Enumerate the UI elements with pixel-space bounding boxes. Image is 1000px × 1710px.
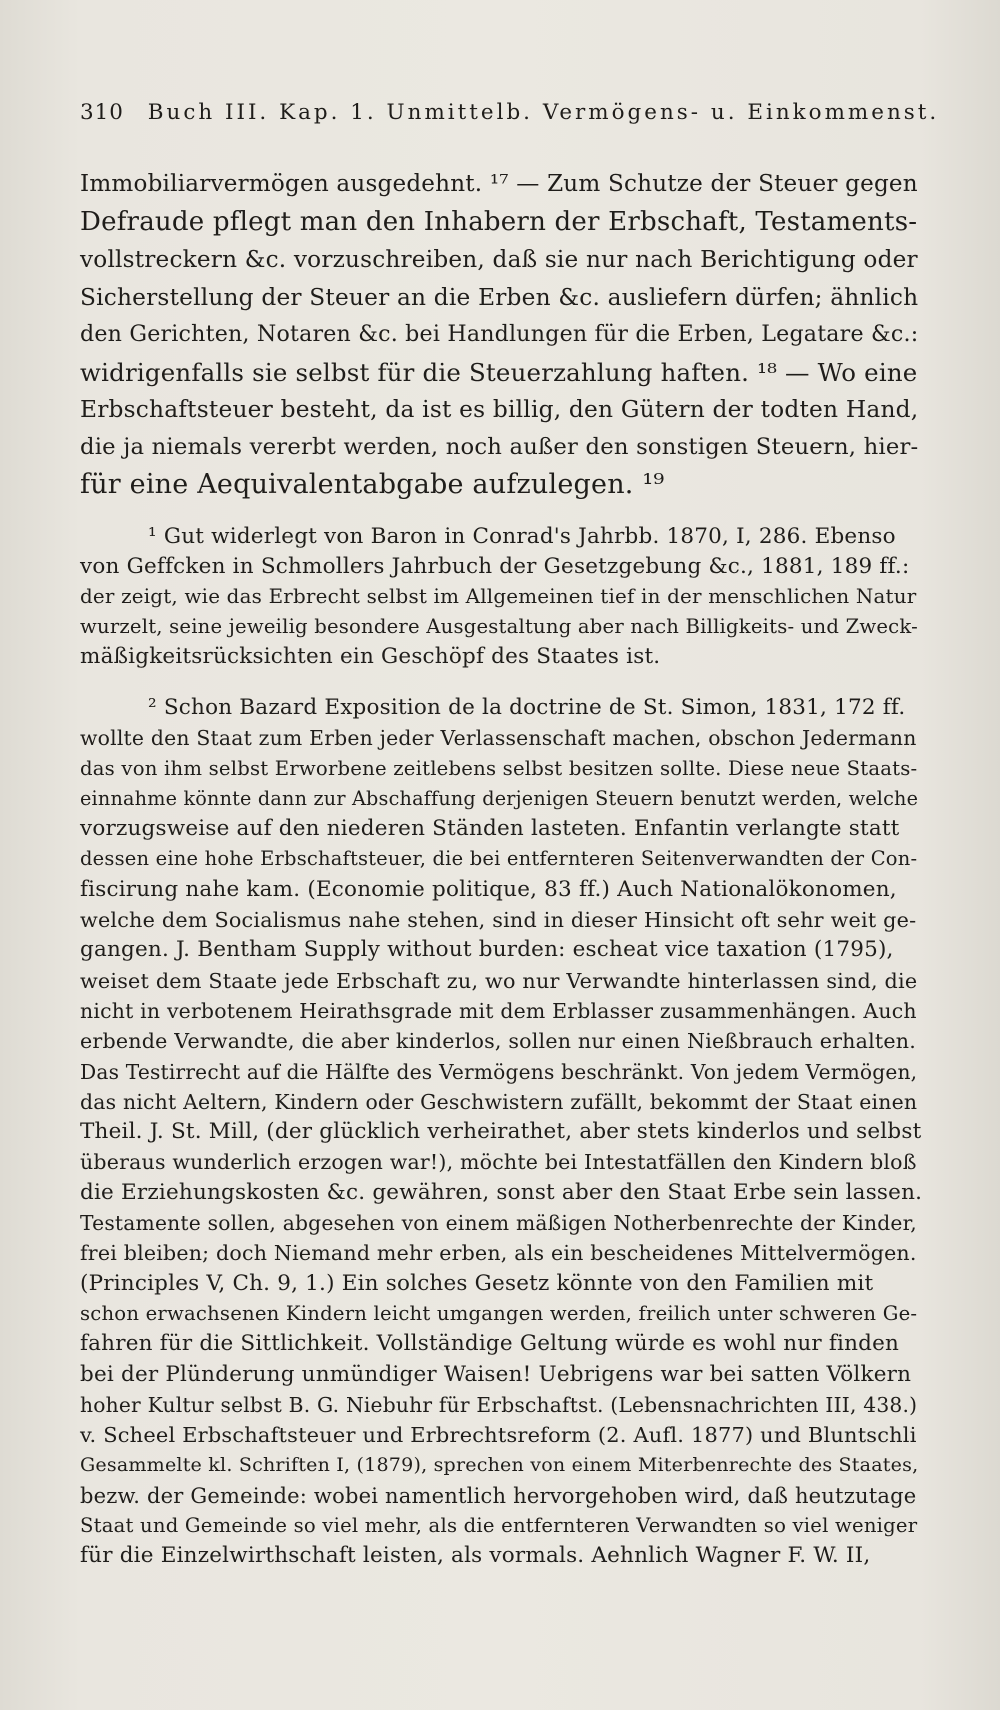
footnote-line: überaus wunderlich erzogen war!), möchte bei Intestatfällen den Kindern bloß — [80, 1150, 917, 1175]
footnote-line: dessen eine hohe Erbschaftsteuer, die bei entfernteren Seitenverwandten der Con- — [80, 847, 918, 871]
text-line: Defraude pflegt man den Inhabern der Erbschaft, Testaments- — [80, 206, 918, 237]
text-line: die ja niemals vererbt werden, noch außer den sonstigen Steuern, hier- — [80, 433, 919, 460]
main-text — [80, 166, 925, 504]
footnote-line: wollte den Staat zum Erben jeder Verlassenschaft machen, obschon Jedermann — [80, 726, 917, 751]
footnote-line: das nicht Aeltern, Kindern oder Geschwistern zufällt, bekommt der Staat einen — [80, 1089, 918, 1114]
footnote-line: schon erwachsenen Kindern leicht umgangen werden, freilich unter schweren Ge- — [80, 1301, 918, 1325]
page-number: 310 — [80, 100, 124, 125]
footnote-line: Gesammelte kl. Schriften I, (1879), sprechen von einem Miterbenrechte des Staates, — [80, 1454, 919, 1477]
text-line: vollstreckern &c. vorzuschreiben, daß sie nur nach Berichtigung oder — [80, 246, 918, 273]
footnote-line: hoher Kultur selbst B. G. Niebuhr für Erbschaftst. (Lebensnachrichten III, 438.) — [80, 1392, 918, 1417]
footnote-line: nicht in verbotenem Heirathsgrade mit dem Erblasser zusammenhängen. Auch — [80, 998, 917, 1023]
text-line: Erbschaftsteuer besteht, da ist es billig, den Gütern der todten Hand, — [80, 396, 919, 423]
footnote-line: welche dem Socialismus nahe stehen, sind in dieser Hinsicht oft sehr weit ge- — [80, 908, 917, 933]
text-line: widrigenfalls sie selbst für die Steuerzahlung haften. ¹⁸ — Wo eine — [80, 357, 918, 387]
text-line: Immobiliarvermögen ausgedehnt. ¹⁷ — Zum Schutze der Steuer gegen — [80, 171, 918, 197]
footnote-line: Testamente sollen, abgesehen von einem mäßigen Notherbenrechte der Kinder, — [80, 1211, 917, 1236]
running-title: Buch III. Kap. 1. Unmittelb. Vermögens- u. Einkommenst. — [147, 100, 940, 125]
footnote-line: bei der Plünderung unmündiger Waisen! Uebrigens war bei satten Völkern — [80, 1361, 912, 1387]
text-line: für eine Aequivalentabgabe aufzulegen. ¹⁹ — [80, 469, 665, 500]
footnote-1 — [80, 522, 925, 672]
text-line: den Gerichten, Notaren &c. bei Handlungen für die Erben, Legatare &c.: — [80, 321, 919, 347]
running-header — [80, 100, 940, 125]
footnote-line: Das Testirrecht auf die Hälfte des Vermögens beschränkt. Von jedem Vermögen, — [80, 1059, 918, 1084]
footnote-line: die Erziehungskosten &c. gewähren, sonst aber den Staat Erbe sein lassen. — [80, 1179, 923, 1205]
footnote-line: einnahme könnte dann zur Abschaffung derjenigen Steuern benutzt werden, welche — [80, 786, 919, 810]
footnote-line: v. Scheel Erbschaftsteuer und Erbrechtsreform (2. Aufl. 1877) und Bluntschli — [80, 1423, 917, 1448]
footnote-line: Staat und Gemeinde so viel mehr, als die entfernteren Verwandten so viel weniger — [80, 1514, 918, 1538]
footnote-line: erbende Verwandte, die aber kinderlos, sollen nur einen Nießbrauch erhalten. — [80, 1029, 917, 1054]
footnote-2 — [80, 693, 925, 1572]
footnote-line: ² Schon Bazard Exposition de la doctrine de St. Simon, 1831, 172 ff. — [148, 695, 906, 720]
footnote-line: wurzelt, seine jeweilig besondere Ausgestaltung aber nach Billigkeits- und Zweck- — [80, 615, 918, 638]
footnote-line: für die Einzelwirthschaft leisten, als vormals. Aehnlich Wagner F. W. II, — [80, 1543, 871, 1569]
text-line: Sicherstellung der Steuer an die Erben &c. ausliefern dürfen; ähnlich — [80, 283, 919, 311]
footnote-line: (Principles V, Ch. 9, 1.) Ein solches Gesetz könnte von den Familien mit — [80, 1270, 874, 1296]
footnote-line: frei bleiben; doch Niemand mehr erben, als ein bescheidenes Mittelvermögen. — [80, 1241, 917, 1266]
footnote-line: von Geffcken in Schmollers Jahrbuch der Gesetzgebung &c., 1881, 189 ff.: — [80, 554, 910, 579]
footnote-line: ¹ Gut widerlegt von Baron in Conrad's Jahrbb. 1870, I, 286. Ebenso — [148, 524, 896, 549]
footnote-line: der zeigt, wie das Erbrecht selbst im Allgemeinen tief in der menschlichen Natur — [80, 585, 917, 608]
footnote-line: fiscirung nahe kam. (Economie politique, 83 ff.) Auch Nationalökonomen, — [80, 876, 897, 902]
footnote-line: weiset dem Staate jede Erbschaft zu, wo nur Verwandte hinterlassen sind, die — [80, 968, 918, 993]
footnote-line: vorzugsweise auf den niederen Ständen lasteten. Enfantin verlangte statt — [80, 816, 900, 842]
footnote-line: gangen. J. Bentham Supply without burden: escheat vice taxation (1795), — [80, 937, 894, 963]
footnote-line: das von ihm selbst Erworbene zeitlebens selbst besitzen sollte. Diese neue Staats- — [80, 756, 918, 780]
footnote-line: fahren für die Sittlichkeit. Vollständige Geltung würde es wohl nur finden — [80, 1331, 900, 1357]
footnote-line: mäßigkeitsrücksichten ein Geschöpf des Staates ist. — [80, 644, 661, 669]
footnote-line: Theil. J. St. Mill, (der glücklich verheirathet, aber stets kinderlos und selbst — [80, 1119, 922, 1145]
footnote-line: bezw. der Gemeinde: wobei namentlich hervorgehoben wird, daß heutzutage — [80, 1482, 917, 1508]
